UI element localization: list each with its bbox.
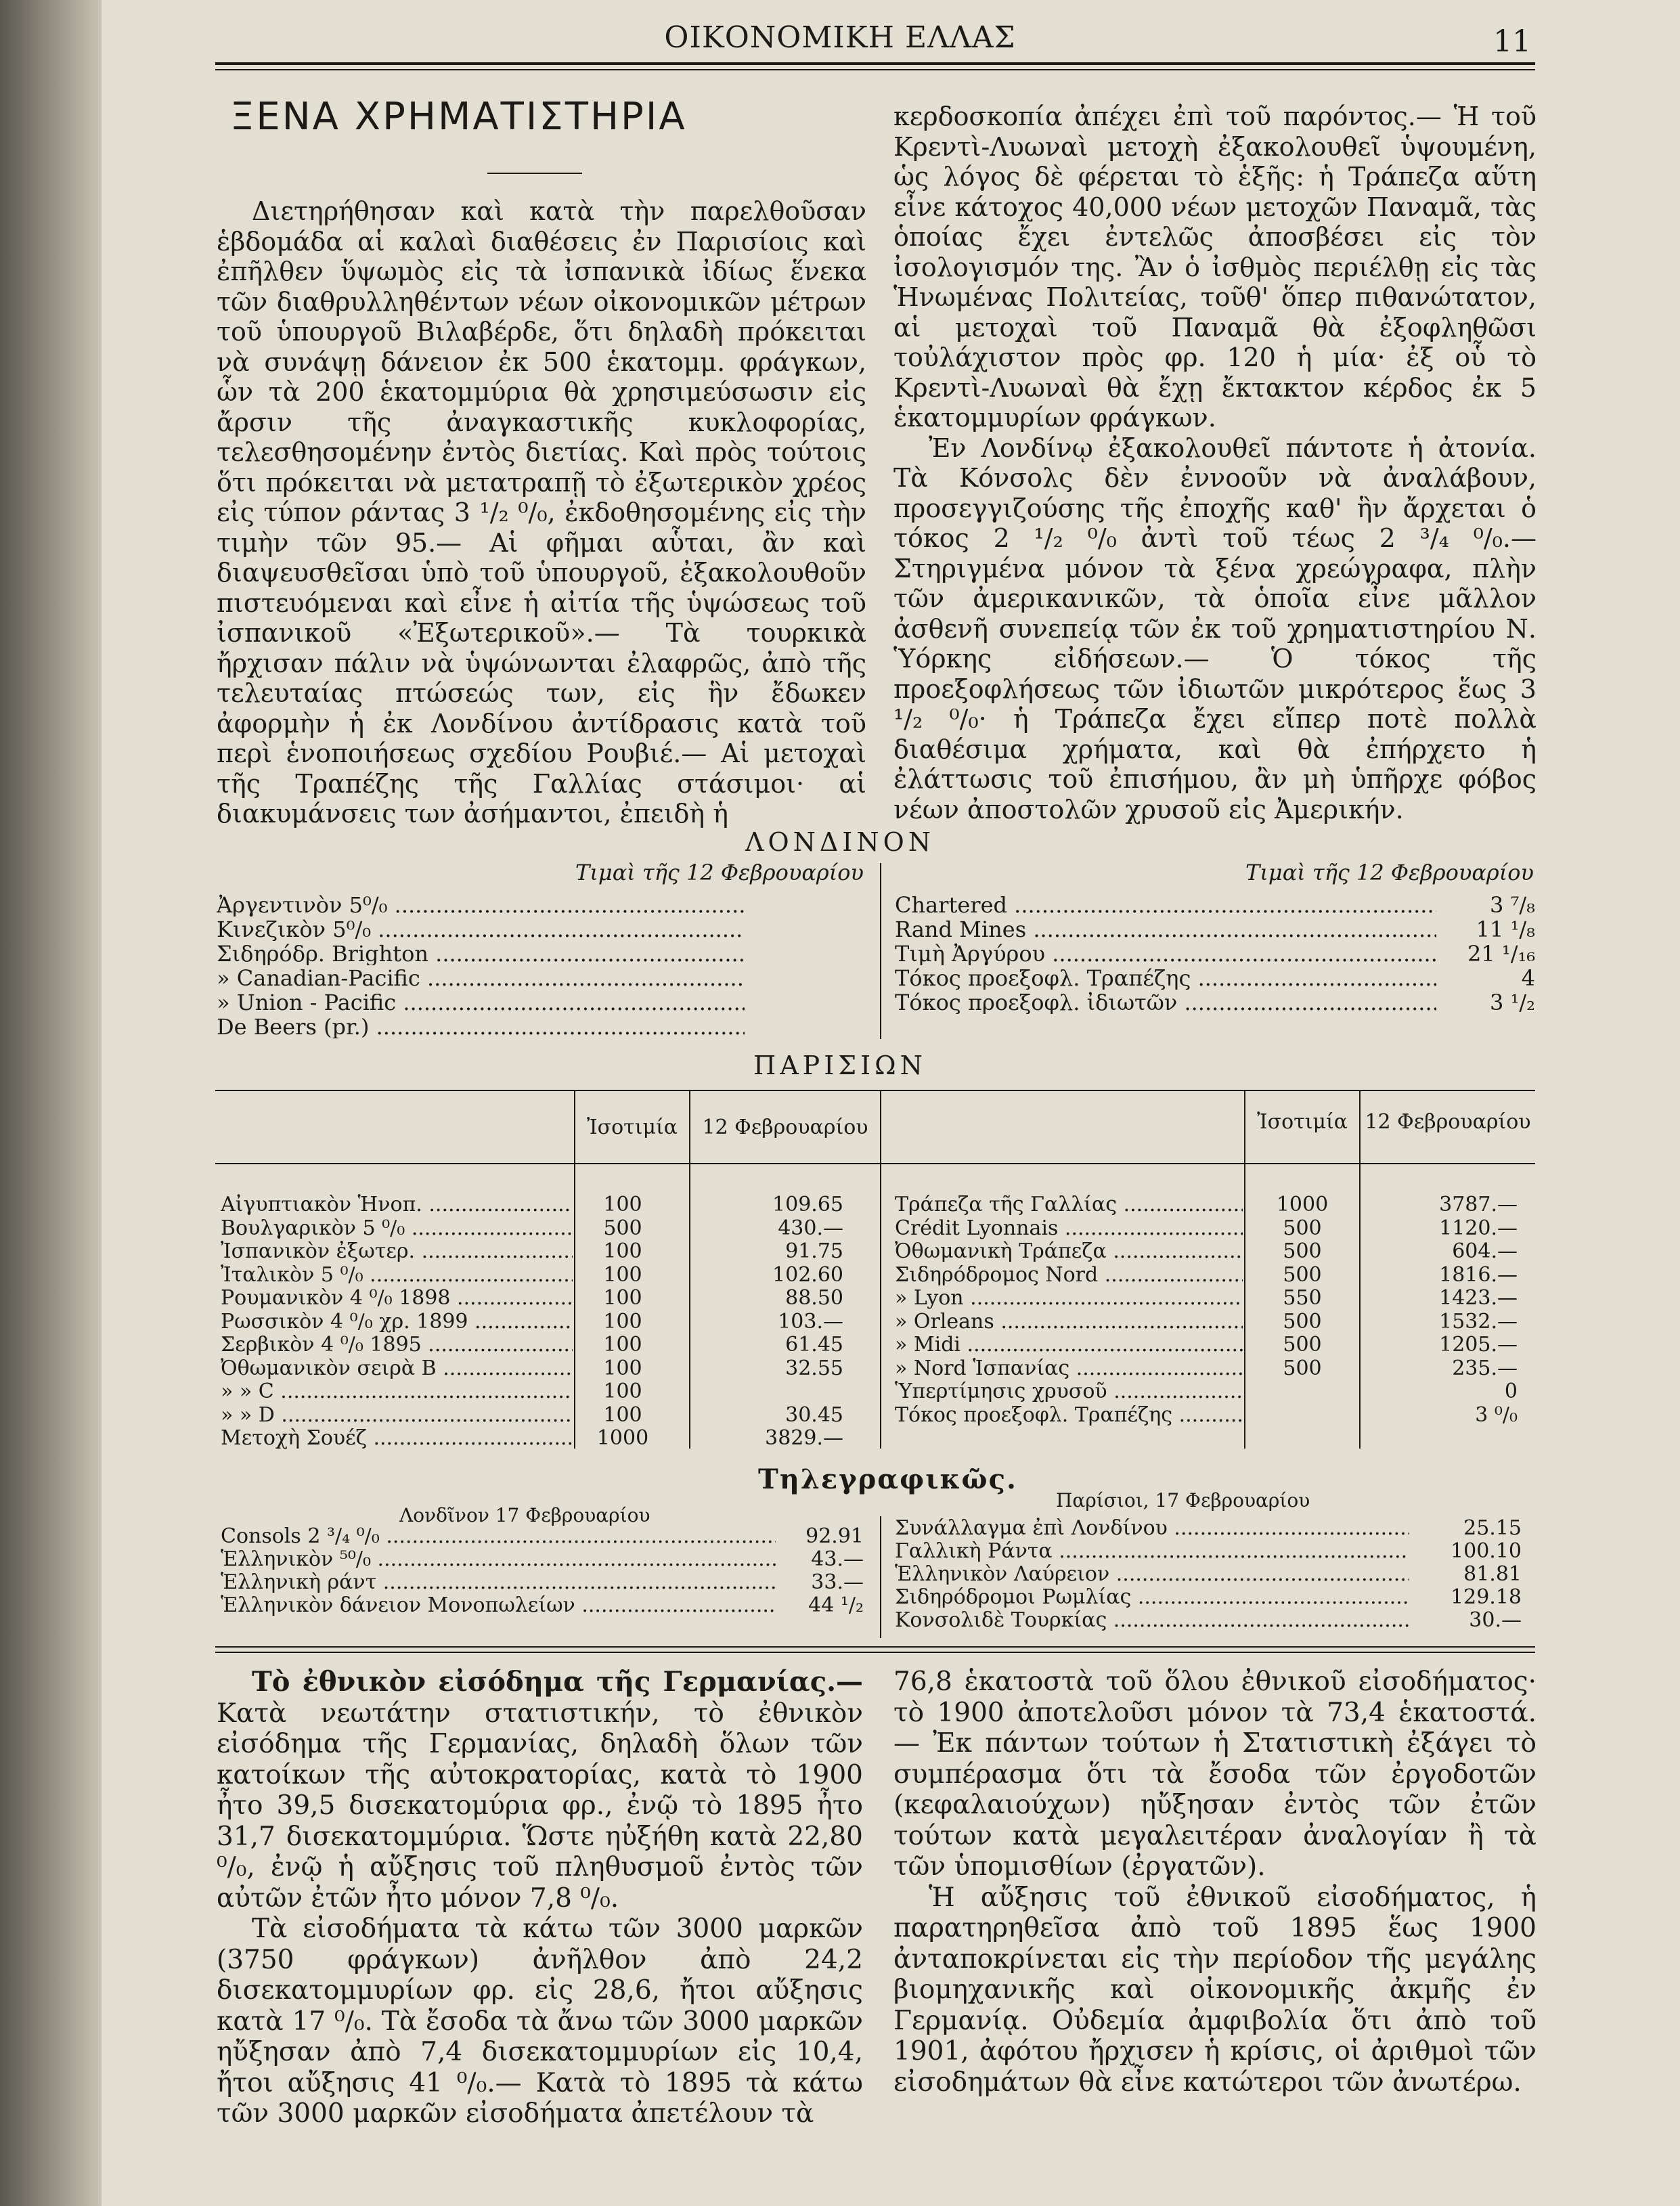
row-price: 103.—	[778, 1309, 843, 1333]
paris-left-row	[221, 1216, 880, 1240]
row-label: Ρουμανικὸν 4 ⁰/₀ 1898 .....	[221, 1286, 573, 1310]
paris-right-row	[895, 1356, 1535, 1380]
article-headline: ΞΕΝΑ ΧΡΗΜΑΤΙΣΤΗΡΙΑ	[230, 95, 687, 139]
row-label: Τόκος προεξοφλ. ἰδιωτῶν .....	[895, 990, 1436, 1014]
row-label: » Lyon .....	[895, 1286, 1243, 1310]
header-rule-thin	[215, 69, 1535, 70]
article2-paragraph: Ἡ αὔξησις τοῦ ἐθνικοῦ εἰσοδήματος, ἡ παρατηρηθεῖσα ἀπὸ τοῦ 1895 ἕως 1900 ἀνταποκρίνεται εἰς τὴν περίοδον τῆς μεγάλης βιομηχανικῆς καὶ οἰκονομικῆς ἀκμῆς ἐν Γερμανίᾳ. Οὐδεμία ἀμφιβολία ὅτι ἀπὸ τοῦ 1901, ἀφότου ἤρχισεν ἡ κρίσις, οἱ ἀριθμοὶ τῶν εἰσοδημάτων θὰ εἶνε κατώτεροι τῶν ἀνωτέρω.	[893, 1882, 1537, 2098]
london-left-subhead: Τιμαὶ τῆς 12 Φεβρουαρίου	[575, 860, 864, 885]
article2-paragraph: Τὰ εἰσοδήματα τὰ κάτω τῶν 3000 μαρκῶν (3750 φράγκων) ἀνῆλθον ἀπὸ 24,2 δισεκατομμυρίων φρ. εἰς 28,6, ἤτοι αὔξησις κατὰ 17 ⁰/₀. Τὰ ἔσοδα τὰ ἄνω τῶν 3000 μαρκῶν ηὔξησαν ἀπὸ 7,4 δισεκατομμυρίων εἰς 10,4, ἤτοι αὔξησις 41 ⁰/₀.— Κατὰ τὸ 1895 τὰ κάτω τῶν 3000 μαρκῶν εἰσοδήματα ἀπετέλουν τὰ	[217, 1914, 863, 2129]
row-parity: 500	[1283, 1262, 1322, 1287]
row-parity: 100	[603, 1286, 642, 1310]
row-label: Σιδηρόδρομοι Ρωμλίας .....	[895, 1585, 1409, 1608]
telegraphic-title: Τηλεγραφικῶς.	[758, 1463, 1017, 1495]
paris-col-parity-right: Ἰσοτιμία	[1256, 1110, 1348, 1134]
table-rule	[215, 1090, 1535, 1091]
telegraphic-right-row	[895, 1585, 1535, 1608]
row-price: 1205.—	[1439, 1333, 1518, 1356]
row-value: 3 ⁷/₈	[1490, 892, 1535, 917]
london-divider	[880, 863, 881, 1039]
row-label: Συνάλλαγμα ἐπὶ Λονδίνου .....	[895, 1516, 1409, 1539]
paris-right-row	[895, 1333, 1535, 1356]
telegraphic-left-row	[221, 1570, 870, 1593]
london-right-row	[895, 990, 1535, 1014]
row-value: 81.81	[1463, 1562, 1522, 1585]
paris-left-row	[221, 1403, 880, 1427]
london-left-row	[217, 990, 866, 1014]
page-number: 11	[1493, 24, 1531, 59]
row-parity: 100	[603, 1309, 642, 1333]
row-parity: 100	[603, 1193, 642, 1216]
table-column-rule	[880, 1090, 881, 1449]
row-price: 3829.—	[765, 1426, 843, 1450]
table-rule	[215, 1163, 1535, 1164]
paris-left-row	[221, 1380, 880, 1403]
row-parity: 500	[1283, 1356, 1322, 1380]
row-label: Κινεζικὸν 5⁰/₀ .....	[217, 917, 745, 941]
article-right-column	[893, 102, 1537, 824]
row-price: 0	[1504, 1380, 1518, 1403]
row-value: 4	[1521, 965, 1535, 990]
paris-left-row	[221, 1263, 880, 1287]
paris-col-date-right: 12 Φεβρουαρίου	[1365, 1110, 1531, 1134]
row-label: Ἑλληνικὸν Λαύρειον .....	[895, 1562, 1409, 1585]
row-label: Crédit Lyonnais .....	[895, 1216, 1243, 1240]
row-parity: 500	[1283, 1333, 1322, 1356]
article2-text: Κατὰ νεωτάτην στατιστικήν, τὸ ἐθνικὸν εἰσόδημα τῆς Γερμανίας, δηλαδὴ ὅλων τῶν κατοίκων τῆς αὐτοκρατορίας, κατὰ τὸ 1900 ἦτο 39,5 δισεκατομύρια φρ., ἐνῷ τὸ 1895 ἦτο 31,7 δισεκατομμύρια. Ὥστε ηὐξήθη κατὰ 22,80 ⁰/₀, ἐνῷ ἡ αὔξησις τοῦ πληθυσμοῦ ἐντὸς τῶν αὐτῶν ἐτῶν ἦτο μόνον 7,8 ⁰/₀.	[217, 1698, 863, 1914]
row-price: 1816.—	[1439, 1262, 1518, 1287]
row-price: 88.50	[785, 1286, 843, 1310]
row-value: 100.10	[1451, 1539, 1522, 1562]
binding-gutter	[0, 0, 102, 2206]
row-value: 33.—	[811, 1570, 864, 1593]
telegraphic-right-row	[895, 1608, 1535, 1631]
london-left-row	[217, 917, 866, 941]
row-label: Αἰγυπτιακὸν Ἡνοπ. .....	[221, 1193, 573, 1216]
paris-left-row	[221, 1310, 880, 1333]
london-left-row	[217, 892, 866, 917]
section-rule	[215, 1652, 1535, 1653]
paris-left-row	[221, 1286, 880, 1310]
row-parity: 1000	[596, 1426, 649, 1450]
row-value: 21 ¹/₁₆	[1467, 941, 1535, 965]
london-right-row	[895, 892, 1535, 917]
row-parity: 500	[1283, 1309, 1322, 1333]
paris-right-row	[895, 1263, 1535, 1287]
row-label: Τόκος προεξοφλ. Τραπέζης .....	[895, 965, 1436, 990]
paris-left-row	[221, 1426, 880, 1450]
row-label: Τόκος προεξοφλ. Τραπέζης .....	[895, 1403, 1243, 1427]
row-label: » » D .....	[221, 1403, 573, 1427]
telegraphic-right-row	[895, 1516, 1535, 1539]
row-price: 61.45	[785, 1333, 843, 1356]
row-label: Γαλλικὴ Ράντα .....	[895, 1539, 1409, 1562]
row-parity: 100	[603, 1239, 642, 1263]
row-parity: 100	[603, 1333, 642, 1356]
paris-col-date-left: 12 Φεβρουαρίου	[702, 1116, 868, 1139]
row-label: Ὀθωμανικὸν σειρὰ Β .....	[221, 1356, 573, 1380]
row-value: 43.—	[811, 1547, 864, 1570]
row-parity: 100	[603, 1403, 642, 1427]
row-label: » Union - Pacific .....	[217, 990, 745, 1014]
paris-right-row	[895, 1193, 1535, 1216]
row-label: Σερβικὸν 4 ⁰/₀ 1895 .....	[221, 1333, 573, 1356]
row-label: De Beers (pr.) .....	[217, 1014, 745, 1038]
row-parity: 500	[603, 1216, 642, 1240]
telegraphic-left-row	[221, 1524, 870, 1547]
london-right-row	[895, 965, 1535, 990]
row-label: Ἰταλικὸν 5 ⁰/₀ .....	[221, 1263, 573, 1287]
row-label: Ρωσσικὸν 4 ⁰/₀ χρ. 1899 .....	[221, 1310, 573, 1333]
row-value: 92.91	[805, 1524, 864, 1547]
row-label: Ὀθωμανικὴ Τράπεζα .....	[895, 1239, 1243, 1263]
row-parity: 100	[603, 1356, 642, 1380]
article2-right-column	[893, 1667, 1537, 2098]
row-value: 129.18	[1451, 1585, 1522, 1608]
row-price: 30.45	[785, 1403, 843, 1427]
row-label: Rand Mines .....	[895, 917, 1436, 941]
paris-right-row	[895, 1380, 1535, 1403]
row-value: 3 ¹/₂	[1490, 990, 1535, 1014]
paris-left-row	[221, 1239, 880, 1263]
telegraphic-right-row	[895, 1562, 1535, 1585]
article-paragraph: Ἐν Λονδίνῳ ἐξακολουθεῖ πάντοτε ἡ ἀτονία. Τὰ Κόνσολς δὲν ἐννοοῦν νὰ ἀναλάβουν, προσεγγιζούσης τῆς ἐποχῆς καθ' ἣν ἄρχεται ὁ τόκος 2 ¹/₂ ⁰/₀ ἀντὶ τοῦ τέως 2 ³/₄ ⁰/₀.— Στηριγμένα μόνον τὰ ξένα χρεώγραφα, πλὴν τῶν ἀμερικανικῶν, τὰ ὁποῖα εἶνε μᾶλλον ἀσθενῆ συνεπείᾳ τῶν ἐκ τοῦ χρηματιστηρίου Ν. Ὑόρκης εἰδήσεων.— Ὁ τόκος τῆς προεξοφλήσεως τῶν ἰδιωτῶν μικρότερος ἕως 3 ¹/₂ ⁰/₀· ἡ Τράπεζα ἔχει εἴπερ ποτὲ πολλὰ διαθέσιμα χρήματα, καὶ θὰ ἐπήρχετο ἡ ἐλάττωσις τοῦ ἐπισήμου, ἂν μὴ ὑπῆρχε φόβος νέων ἀποστολῶν χρυσοῦ εἰς Ἀμερικήν.	[893, 433, 1537, 824]
row-label: Βουλγαρικὸν 5 ⁰/₀ .....	[221, 1216, 573, 1240]
london-section-title: ΛΟΝΔΙΝΟΝ	[745, 827, 935, 857]
london-right-subhead: Τιμαὶ τῆς 12 Φεβρουαρίου	[1245, 860, 1534, 885]
row-parity: 550	[1283, 1286, 1322, 1310]
header-rule	[215, 62, 1535, 65]
row-price: 1423.—	[1439, 1286, 1518, 1310]
row-parity: 500	[1283, 1216, 1322, 1240]
article-left-column	[217, 196, 866, 829]
row-price: 3787.—	[1439, 1193, 1518, 1216]
row-price: 1120.—	[1439, 1216, 1518, 1240]
paris-right-row	[895, 1239, 1535, 1263]
row-label: » Midi .....	[895, 1333, 1243, 1356]
london-right-row	[895, 941, 1535, 965]
row-parity: 100	[603, 1380, 642, 1403]
paris-left-row	[221, 1333, 880, 1356]
row-label: Ὑπερτίμησις χρυσοῦ .....	[895, 1380, 1243, 1403]
row-value: 25.15	[1463, 1516, 1522, 1539]
row-label: Ἑλληνικὸν δάνειον Μονοπωλείων .....	[221, 1593, 776, 1616]
article2-paragraph	[217, 1667, 863, 1914]
row-label: Σιδηρόδρομος Nord .....	[895, 1263, 1243, 1287]
row-label: » Nord Ἱσπανίας .....	[895, 1356, 1243, 1380]
paris-right-row	[895, 1310, 1535, 1333]
paris-left-row	[221, 1193, 880, 1216]
row-parity: 100	[603, 1262, 642, 1287]
row-label: » Canadian-Pacific .....	[217, 965, 745, 990]
row-label: Ἑλληνικὴ ράντ .....	[221, 1570, 776, 1593]
row-value: 11 ¹/₈	[1476, 917, 1535, 941]
row-price: 3 ⁰/₀	[1475, 1403, 1518, 1427]
telegraphic-divider	[880, 1516, 881, 1638]
telegraphic-right-row	[895, 1539, 1535, 1562]
row-label: Ἑλληνικὸν ⁵⁰/₀ .....	[221, 1547, 776, 1570]
row-label: » Orleans .....	[895, 1310, 1243, 1333]
row-value: 30.—	[1469, 1608, 1522, 1631]
london-left-row	[217, 965, 866, 990]
row-label: Τιμὴ Ἀργύρου .....	[895, 941, 1436, 965]
paris-right-row	[895, 1403, 1535, 1427]
article2-left-column	[217, 1667, 863, 2130]
article-paragraph: κερδοσκοπία ἀπέχει ἐπὶ τοῦ παρόντος.— Ἡ τοῦ Κρεντὶ-Λυωναὶ μετοχὴ ἐξακολουθεῖ ὑψουμένη, ὡς λόγος δὲ φέρεται τὸ ἑξῆς: ἡ Τράπεζα αὕτη εἶνε κάτοχος 40,000 νέων μετοχῶν Παναμᾶ, τὰς ὁποίας ἔχει ἐντελῶς ἀποσβέσει εἰς τὸν ἰσολογισμόν της. Ἂν ὁ ἰσθμὸς περιέλθῃ εἰς τὰς Ἡνωμένας Πολιτείας, τοῦθ' ὅπερ πιθανώτατον, αἱ μετοχαὶ τοῦ Παναμᾶ θὰ ἐξοφληθῶσι τοὐλάχιστον πρὸς φρ. 120 ἡ μία· ἐξ οὗ τὸ Κρεντὶ-Λυωναὶ θὰ ἔχῃ ἔκτακτον κέρδος ἐκ 5 ἑκατομμυρίων φράγκων.	[893, 102, 1537, 433]
london-right-row	[895, 917, 1535, 941]
row-label: Σιδηρόδρ. Brighton .....	[217, 941, 745, 965]
telegraphic-right-subhead: Παρίσιοι, 17 Φεβρουαρίου	[1056, 1489, 1310, 1512]
row-price: 604.—	[1452, 1239, 1518, 1263]
journal-title: ΟΙΚΟΝΟΜΙΚΗ ΕΛΛΑΣ	[664, 20, 1016, 55]
row-label: Ἰσπανικὸν ἐξωτερ. .....	[221, 1239, 573, 1263]
section-rule	[215, 1646, 1535, 1648]
row-parity: 1000	[1276, 1193, 1329, 1216]
paris-section-title: ΠΑΡΙΣΙΩΝ	[753, 1051, 927, 1080]
row-label: » » C .....	[221, 1380, 573, 1403]
row-price: 109.65	[772, 1193, 843, 1216]
article-paragraph: Διετηρήθησαν καὶ κατὰ τὴν παρελθοῦσαν ἑβδομάδα αἱ καλαὶ διαθέσεις ἐν Παρισίοις καὶ ἐπῆλθεν ὕψωμὸς εἰς τὰ ἰσπανικὰ ἰδίως ἕνεκα τῶν διαθρυλληθέντων νέων οἰκονομικῶν μέτρων τοῦ ὑπουργοῦ Βιλαβέρδε, ὅτι δηλαδὴ πρόκειται νὰ συνάψῃ δάνειον ἐκ 500 ἑκατομμ. φράγκων, ὧν τὰ 200 ἑκατομμύρια θὰ χρησιμεύσωσιν εἰς ἄρσιν τῆς ἀναγκαστικῆς κυκλοφορίας, τελεσθησομένην ἐντὸς διετίας. Καὶ πρὸς τούτοις ὅτι πρόκειται νὰ μετατραπῇ τὸ ἐξωτερικὸν χρέος εἰς τύπον ράντας 3 ¹/₂ ⁰/₀, ἐκδοθησομένης εἰς τὴν τιμὴν τῶν 95.— Αἱ φῆμαι αὗται, ἂν καὶ διαψευσθεῖσαι ὑπὸ τοῦ ὑπουργοῦ, ἐξακολουθοῦν πιστευόμεναι καὶ εἶνε ἡ αἰτία τῆς ὑψώσεως τοῦ ἰσπανικοῦ «Ἐξωτερικοῦ».— Τὰ τουρκικὰ ἤρχισαν πάλιν νὰ ὑψώνωνται ἐλαφρῶς, ἀπὸ τῆς τελευταίας πτώσεώς των, εἰς ἣν ἔδωκεν ἀφορμὴν ἡ ἐκ Λονδίνου ἀντίδρασις κατὰ τοῦ περὶ ἑνοποιήσεως σχεδίου Ρουβιέ.— Αἱ μετοχαὶ τῆς Τραπέζης τῆς Γαλλίας στάσιμοι· αἱ διακυμάνσεις των ἀσήμαντοι, ἐπειδὴ ἡ	[217, 196, 866, 829]
row-value: 44 ¹/₂	[808, 1593, 864, 1616]
row-price: 91.75	[785, 1239, 843, 1263]
row-label: Κονσολιδὲ Τουρκίας .....	[895, 1608, 1409, 1631]
row-parity: 500	[1283, 1239, 1322, 1263]
row-label: Μετοχὴ Σουέζ .....	[221, 1426, 573, 1450]
article2-paragraph: 76,8 ἑκατοστὰ τοῦ ὅλου ἐθνικοῦ εἰσοδήματος· τὸ 1900 ἀποτελοῦσι μόνον τὰ 73,4 ἑκατοστά. — Ἐκ πάντων τούτων ἡ Στατιστικὴ ἐξάγει τὸ συμπέρασμα ὅτι τὰ ἔσοδα τῶν ἐργοδοτῶν (κεφαλαιούχων) ηὔξησαν ἐντὸς τῶν ἐτῶν τούτων κατὰ μεγαλειτέραν ἀναλογίαν ἢ τὰ τῶν ὑπομισθίων (ἐργατῶν).	[893, 1667, 1537, 1882]
row-label: Τράπεζα τῆς Γαλλίας .....	[895, 1193, 1243, 1216]
row-label: Consols 2 ³/₄ ⁰/₀ .....	[221, 1524, 776, 1547]
row-label: Ἀργεντινὸν 5⁰/₀ .....	[217, 892, 745, 917]
row-price: 430.—	[778, 1216, 843, 1240]
row-price: 235.—	[1452, 1356, 1518, 1380]
paris-right-row	[895, 1216, 1535, 1240]
row-price: 102.60	[772, 1262, 843, 1287]
row-price: 32.55	[785, 1356, 843, 1380]
paris-col-parity-left: Ἰσοτιμία	[586, 1116, 678, 1139]
row-price: 1532.—	[1439, 1309, 1518, 1333]
headline-underline	[487, 173, 582, 174]
paris-right-row	[895, 1286, 1535, 1310]
row-label: Chartered .....	[895, 892, 1436, 917]
telegraphic-left-row	[221, 1593, 870, 1616]
article2-title: Τὸ ἐθνικὸν εἰσόδημα τῆς Γερμανίας.—	[252, 1666, 863, 1698]
telegraphic-left-subhead: Λονδῖνον 17 Φεβρουαρίου	[399, 1504, 650, 1526]
telegraphic-left-row	[221, 1547, 870, 1570]
paris-left-row	[221, 1356, 880, 1380]
london-left-row	[217, 941, 866, 965]
london-left-row	[217, 1014, 866, 1038]
